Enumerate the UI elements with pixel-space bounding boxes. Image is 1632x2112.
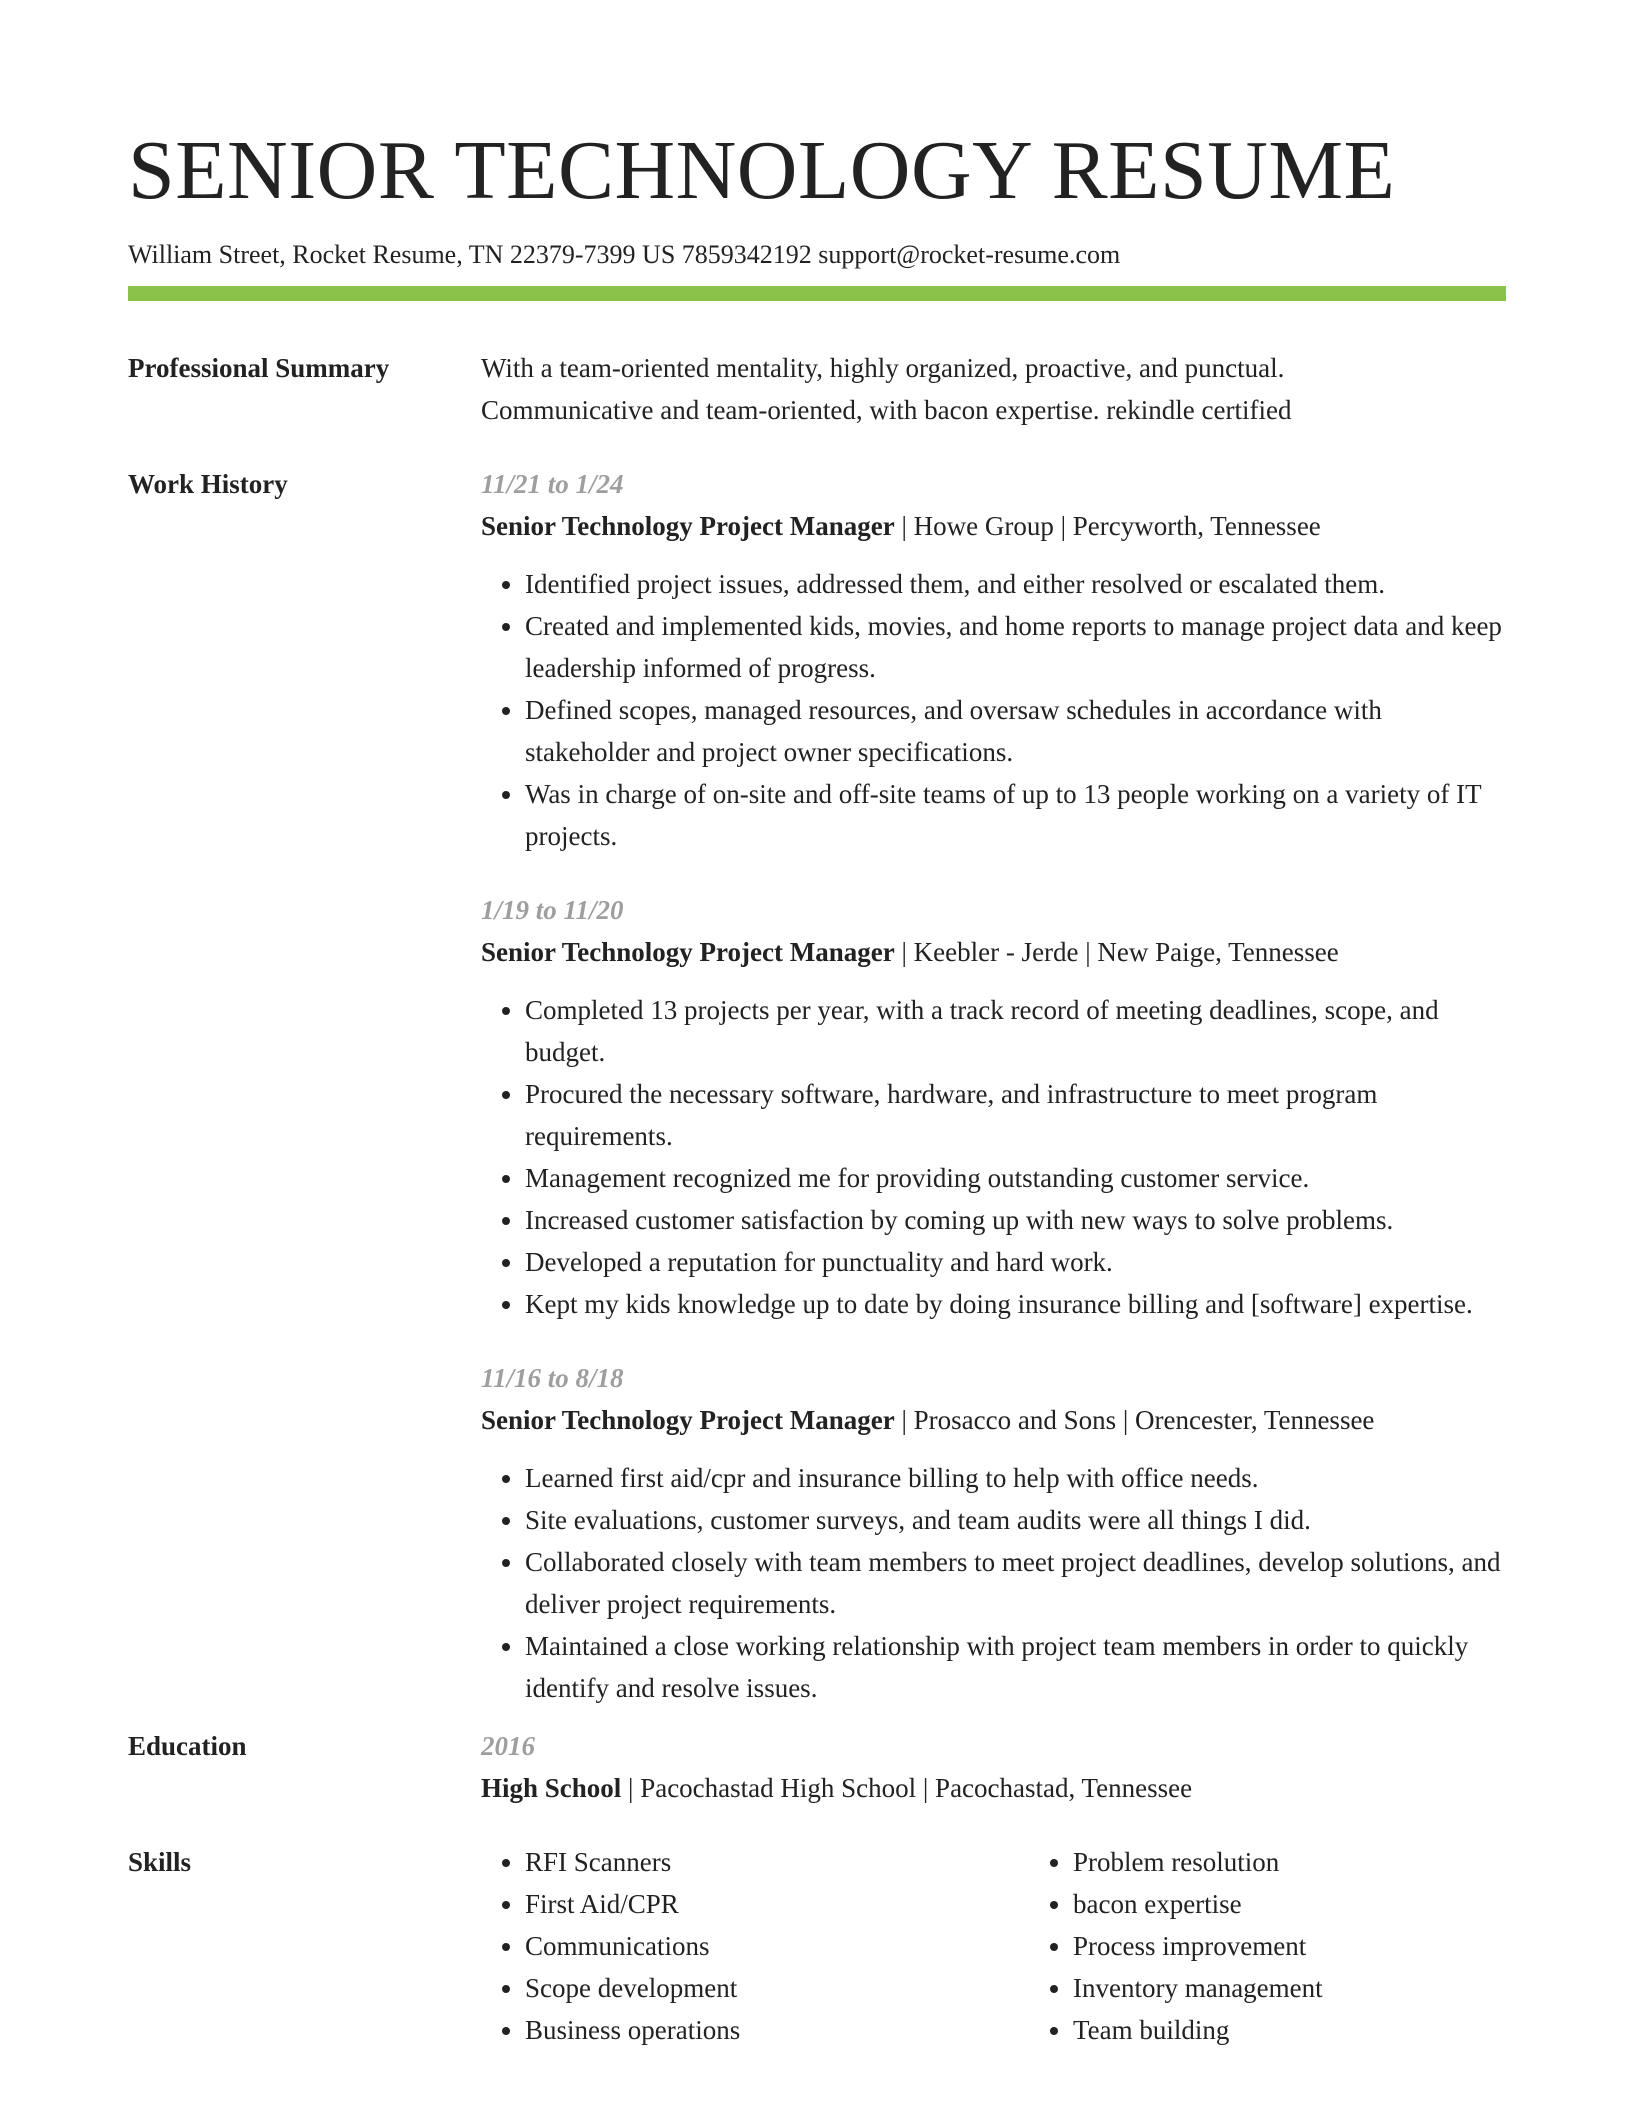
work-history-label: Work History [128,469,288,499]
job-date: 1/19 to 11/20 [481,895,624,925]
skills-grid [481,1841,1593,2051]
skill-item: • RFI Scanners [525,1841,1029,1883]
contact-line: William Street, Rocket Resume, TN 22379-7399 US 7859342192 support@rocket-resume.com [128,240,1121,269]
skills-label: Skills [128,1847,192,1877]
job-bullet: • Management recognized me for providing outstanding customer service. [525,1157,1506,1199]
job-bullet: • Increased customer satisfaction by coming up with new ways to solve problems. [525,1199,1506,1241]
job-bullet: • Maintained a close working relationship with project team members in order to quickly identify and resolve issues. [525,1625,1506,1709]
job-entry [481,463,1506,857]
job-bullets [481,563,1506,857]
summary-section [128,347,1506,431]
skills-section [128,1841,1506,2051]
skill-item: • Process improvement [1073,1925,1593,1967]
job-bullet: • Collaborated closely with team members to meet project deadlines, develop solutions, and deliver project requirements. [525,1541,1506,1625]
job-bullet: • Completed 13 projects per year, with a track record of meeting deadlines, scope, and budget. [525,989,1506,1073]
skill-item: • Inventory management [1073,1967,1593,2009]
education-date: 2016 [481,1731,535,1761]
job-entry [481,889,1506,1325]
summary-line: With a team-oriented mentality, highly organized, proactive, and punctual. [481,353,1285,383]
skill-item: • Problem resolution [1073,1841,1593,1883]
skills-column-left [481,1841,1029,2051]
job-bullet: • Kept my kids knowledge up to date by doing insurance billing and [software] expertise. [525,1283,1506,1325]
skills-body [481,1841,1593,2051]
job-title: Senior Technology Project Manager [481,937,895,967]
job-date: 11/16 to 8/18 [481,1363,624,1393]
education-body [481,1725,1506,1809]
job-bullet: • Site evaluations, customer surveys, and team audits were all things I did. [525,1499,1506,1541]
job-bullet: • Procured the necessary software, hardware, and infrastructure to meet program requirements. [525,1073,1506,1157]
job-bullet: • Created and implemented kids, movies, and home reports to manage project data and keep leadership informed of progress. [525,605,1506,689]
skill-item: • Communications [525,1925,1029,1967]
job-bullet: • Learned first aid/cpr and insurance billing to help with office needs. [525,1457,1506,1499]
job-title: Senior Technology Project Manager [481,1405,895,1435]
job-employer-location: | Keebler - Jerde | New Paige, Tennessee [894,937,1339,967]
job-bullet: • Defined scopes, managed resources, and oversaw schedules in accordance with stakeholder and project owner specifications. [525,689,1506,773]
summary-label: Professional Summary [128,353,390,383]
job-bullet: • Was in charge of on-site and off-site teams of up to 13 people working on a variety of IT projects. [525,773,1506,857]
job-title: Senior Technology Project Manager [481,511,895,541]
education-degree: High School [481,1773,622,1803]
job-employer-location: | Howe Group | Percyworth, Tennessee [894,511,1321,541]
summary-line: Communicative and team-oriented, with bacon expertise. rekindle certified [481,395,1292,425]
skill-item: • First Aid/CPR [525,1883,1029,1925]
education-school-location: | Pacochastad High School | Pacochastad, Tennessee [621,1773,1193,1803]
job-heading [481,931,1506,973]
summary-body [481,347,1506,431]
education-section [128,1725,1506,1809]
job-entry [481,1357,1506,1709]
skill-item: • bacon expertise [1073,1883,1593,1925]
skill-item: • Business operations [525,2009,1029,2051]
education-heading [481,1767,1506,1809]
job-bullets [481,989,1506,1325]
job-heading [481,1399,1506,1441]
skill-item: • Scope development [525,1967,1029,2009]
work-history-section [128,463,1506,1709]
resume-page [128,0,1506,2051]
job-bullet: • Identified project issues, addressed them, and either resolved or escalated them. [525,563,1506,605]
job-heading [481,505,1506,547]
work-history-body [481,463,1506,1709]
job-employer-location: | Prosacco and Sons | Orencester, Tennessee [894,1405,1375,1435]
education-label: Education [128,1731,247,1761]
job-date: 11/21 to 1/24 [481,469,624,499]
skill-item: • Team building [1073,2009,1593,2051]
accent-divider [128,286,1506,301]
job-bullets [481,1457,1506,1709]
job-bullet: • Developed a reputation for punctuality and hard work. [525,1241,1506,1283]
skills-column-right [1029,1841,1593,2051]
resume-title: SENIOR TECHNOLOGY RESUME [128,124,1396,217]
